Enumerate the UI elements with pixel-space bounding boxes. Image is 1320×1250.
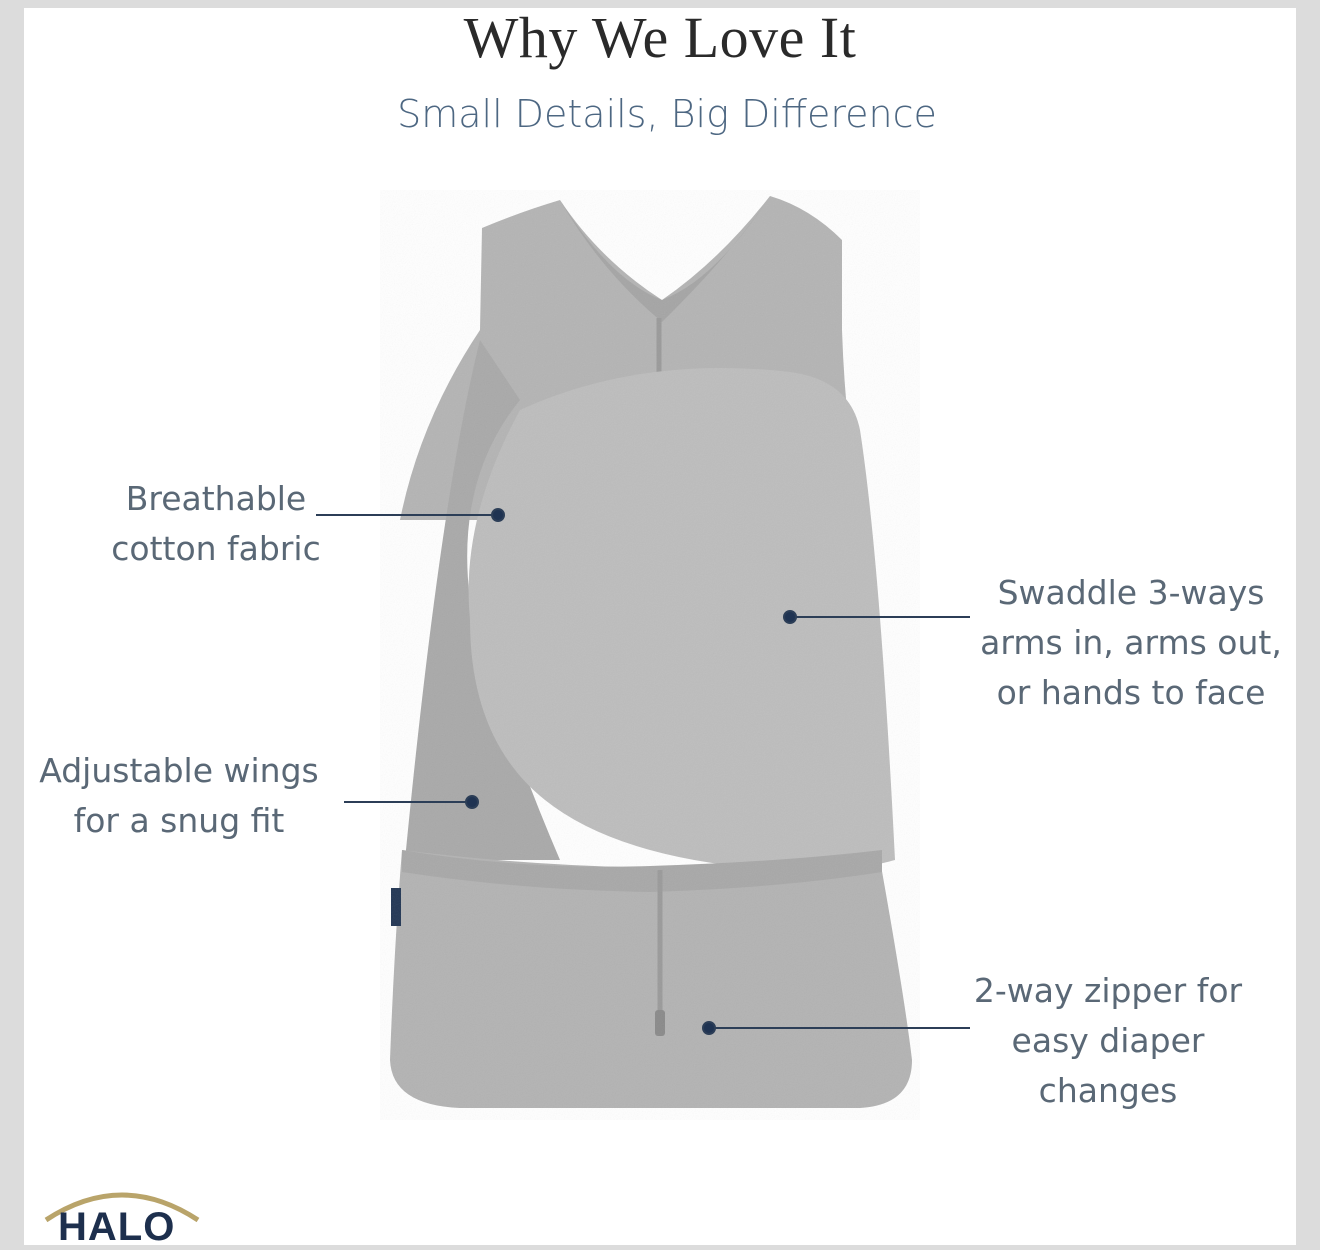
callout-zipper-line3: changes bbox=[1038, 1071, 1178, 1110]
callout-breathable-line1: Breathable bbox=[125, 479, 307, 518]
callout-dot-zipper bbox=[703, 1022, 715, 1034]
page-subtitle: Small Details, Big Difference bbox=[397, 92, 937, 136]
callout-dot-wings bbox=[466, 796, 478, 808]
callout-swaddle bbox=[966, 568, 1296, 718]
callout-swaddle-line1: Swaddle 3-ways bbox=[997, 573, 1265, 612]
callout-zipper bbox=[958, 966, 1258, 1116]
halo-logo: HALO bbox=[58, 1205, 176, 1249]
callout-wings bbox=[24, 746, 334, 846]
callout-zipper-line2: easy diaper bbox=[1011, 1021, 1205, 1060]
callout-wings-line1: Adjustable wings bbox=[39, 751, 319, 790]
callout-dot-swaddle bbox=[784, 611, 796, 623]
callout-breathable bbox=[96, 474, 336, 574]
callout-zipper-line1: 2-way zipper for bbox=[973, 971, 1243, 1010]
callout-wings-line2: for a snug fit bbox=[73, 801, 285, 840]
callout-dot-breathable bbox=[492, 509, 504, 521]
callout-breathable-line2: cotton fabric bbox=[111, 529, 321, 568]
page-title: Why We Love It bbox=[463, 5, 857, 70]
callout-swaddle-line2: arms in, arms out, bbox=[980, 623, 1282, 662]
callout-swaddle-line3: or hands to face bbox=[996, 673, 1266, 712]
